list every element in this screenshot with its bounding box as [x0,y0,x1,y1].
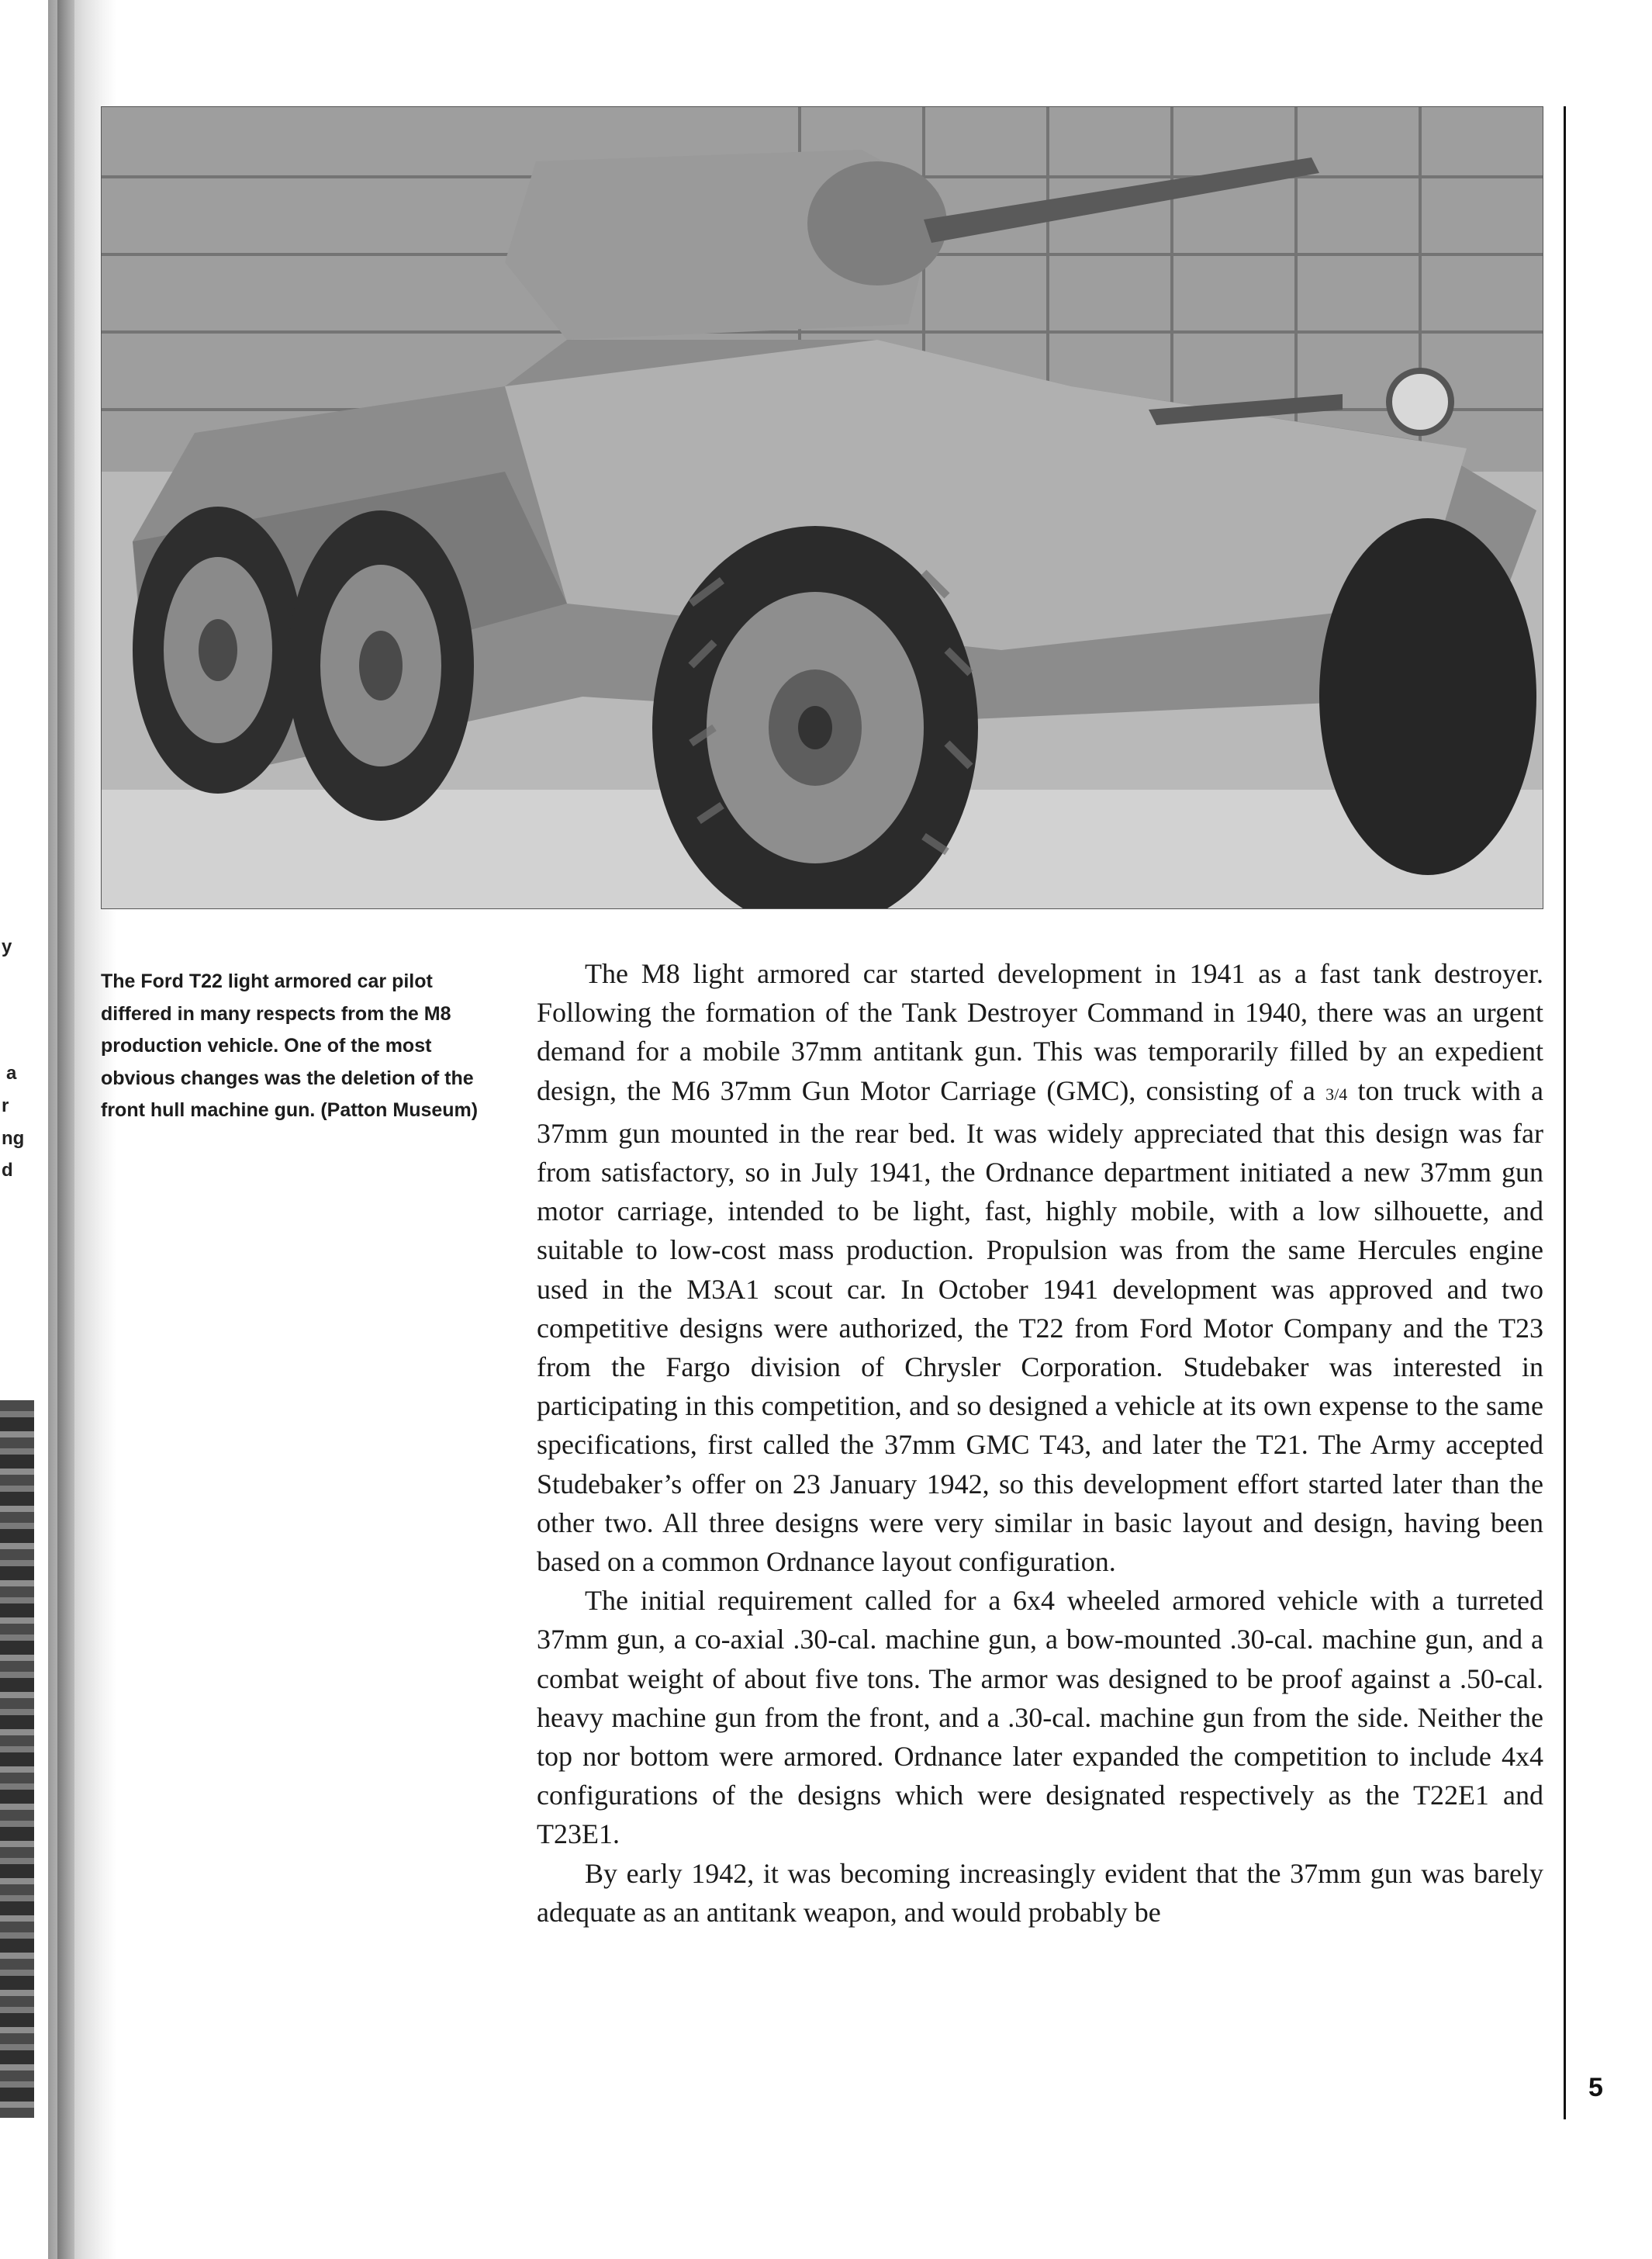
armored-car-illustration [102,107,1543,908]
prev-page-fragment: a [6,1063,17,1084]
column-rule [1564,106,1566,2119]
prev-page-fragment: ng [2,1128,25,1149]
page-number: 5 [1588,2073,1603,2102]
body-text [537,954,1543,1932]
paragraph-3: By early 1942, it was becoming increasingly evident that the 37mm gun was barely adequate as an antitank weapon, and would probably be [537,1857,1543,1928]
armored-car-photo [101,106,1543,909]
paragraph-2: The initial requirement called for a 6x4 wheeled armored vehicle with a turreted 37mm gun, a co-axial .30-cal. machine gun, a bow-mounted .30-cal. machine gun, and a combat weight of about five tons. The armor was designed to be proof against a .50-cal. heavy machine gun from the front, and a .30-cal. machine gun from the side. Neither the top nor bottom were armored. Ordnance later expanded the competition to include 4x4 configurations of the designs which were designated respectively as the T22E1 and T23E1. [537,1585,1543,1850]
gutter-shadow [57,0,74,2259]
photo-caption: The Ford T22 light armored car pilot differed in many respects from the M8 production vehicle. One of the most obvious changes was the deletion of the front hull machine gun. (Patton Museum) [101,970,479,1121]
paragraph-1-text: The M8 light armored car started development in 1941 as a fast tank destroyer. Following the formation of the Tank Destroyer Command in 1940, there was an urgent demand for a mobile 37mm antitank gun. This was temporarily filled by an expedient design, the M6 37mm Gun Motor Carriage (GMC), consisting of a [537,958,1543,1106]
prev-page-fragment: y [2,936,12,957]
prev-page-fragment: d [2,1160,13,1181]
paragraph-1 [537,954,1543,1581]
fraction: 3/4 [1325,1084,1348,1104]
paragraph-1-text-cont: ton truck with a 37mm gun mounted in the rear bed. It was widely appreciated that this design was far from satisfactory, so in July 1941, the Ordnance department initiated a new 37mm gun motor carriage, intended to be light, fast, highly mobile, with a low silhouette, and suitable to low-cost mass production. Propulsion was from the same Hercules engine used in the M3A1 scout car. In October 1941 development was approved and two competitive designs were authorized, the T22 from Ford Motor Company and the T23 from the Fargo division of Chrysler Corporation. Studebaker was interested in participating in this competition, and so designed a vehicle at its own expense to the same specifications, first called the 37mm GMC T43, and later the T21. The Army accepted Studebaker’s offer on 23 January 1942, so this development effort started later than the other two. All three designs were very similar in basic layout and design, having been based on a common Ordnance layout configuration. [537,1074,1543,1578]
previous-page-margin [0,0,48,2259]
prev-page-fragment: r [2,1095,9,1116]
prev-page-photo [0,1400,34,2118]
